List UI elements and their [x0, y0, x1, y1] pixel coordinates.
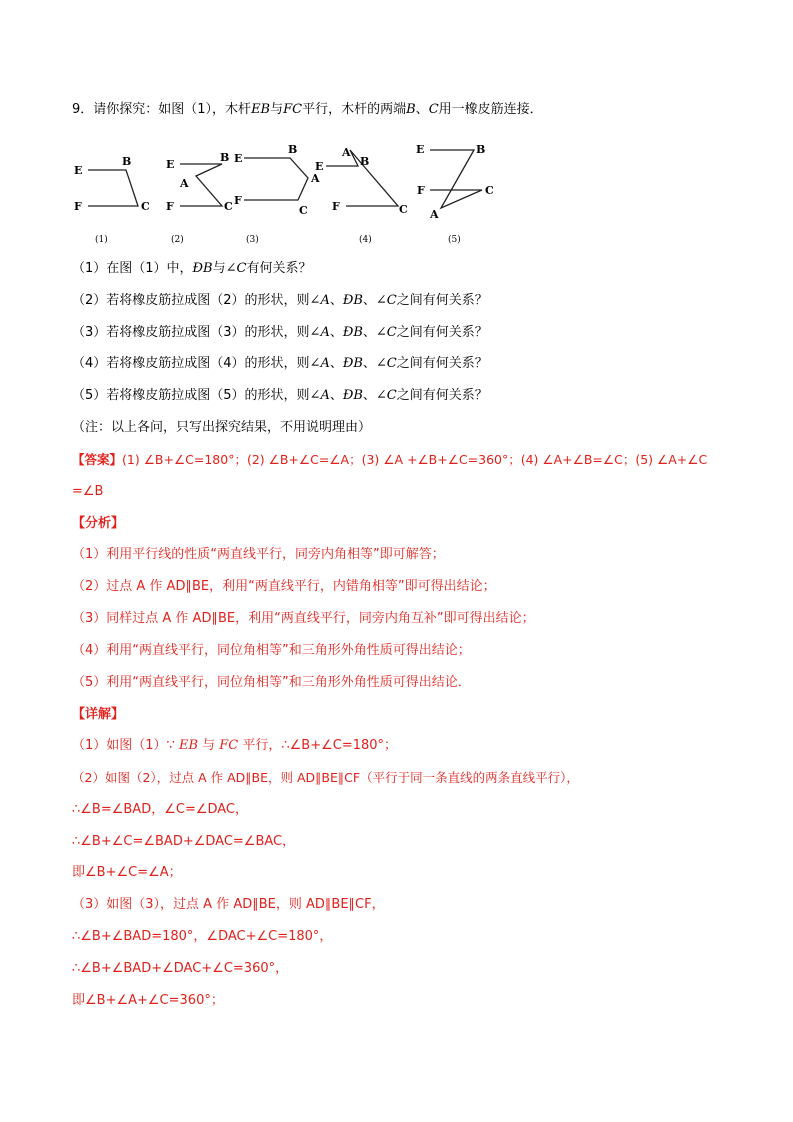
fig3-label-b: B: [288, 143, 298, 156]
problem-number: 9．: [72, 102, 94, 117]
problem-figures: [68, 136, 508, 248]
fig4-label-e: E: [315, 160, 324, 173]
figure-4-caption: (4): [359, 235, 372, 245]
question-1: （1）在图（1）中，ÐB与∠C有何关系？: [72, 261, 312, 276]
figure-1-caption: (1): [95, 235, 108, 245]
figure-5-lines: [430, 150, 482, 208]
analysis-line-3: （3）同样过点 A 作 AD∥BE，利用“两直线平行，同旁内角互补”即可得出结论；: [72, 611, 535, 626]
question-5: （5）若将橡皮筋拉成图（5）的形状，则∠A、ÐB、∠C之间有何关系？: [72, 388, 488, 403]
analysis-line-1: （1）利用平行线的性质“两直线平行，同旁内角相等”即可解答；: [72, 547, 445, 562]
fig1-label-e: E: [74, 164, 83, 177]
problem-stem: 9．请你探究：如图（1），木杆EB与FC平行，木杆的两端B、C用一橡皮筋连接．: [72, 102, 543, 117]
detail-line-8: ∴∠B+∠BAD+∠DAC+∠C=360°，: [72, 961, 289, 976]
fig2-label-f: F: [166, 200, 174, 213]
fig4-label-b: B: [360, 155, 370, 168]
question-note: （注：以上各问，只写出探究结果，不用说明理由）: [72, 420, 372, 435]
fig1-label-f: F: [74, 200, 82, 213]
analysis-line-4: （4）利用“两直线平行，同位角相等”和三角形外角性质可得出结论；: [72, 643, 471, 658]
fig5-label-b: B: [476, 143, 486, 156]
answer-line: [72, 451, 707, 469]
fig2-label-a: A: [180, 177, 189, 190]
figure-3-caption: (3): [246, 235, 259, 245]
detail-line-9: 即∠B+∠A+∠C=360°；: [72, 993, 224, 1008]
fig4-label-c: C: [399, 203, 408, 216]
fig1-label-c: C: [141, 200, 150, 213]
fig4-label-f: F: [332, 200, 340, 213]
question-3: （3）若将橡皮筋拉成图（3）的形状，则∠A、ÐB、∠C之间有何关系？: [72, 325, 488, 340]
fig1-label-b: B: [122, 155, 132, 168]
fig3-label-e: E: [234, 152, 243, 165]
figure-3-lines: [244, 158, 308, 200]
fig3-label-f: F: [234, 194, 242, 207]
fig5-label-e: E: [416, 143, 425, 156]
figure-2-caption: (2): [171, 235, 184, 245]
analysis-label: 【分析】: [72, 516, 125, 531]
fig5-label-c: C: [485, 184, 494, 197]
fig4-label-a: A: [342, 146, 351, 159]
detail-line-6: （3）如图（3），过点 A 作 AD∥BE，则 AD∥BE∥CF，: [72, 897, 385, 912]
figure-5-caption: (5): [448, 235, 461, 245]
detail-line-1: （1）如图（1）∵ EB 与 FC 平行，∴∠B+∠C=180°；: [72, 738, 398, 753]
detail-line-5: 即∠B+∠C=∠A；: [72, 865, 182, 880]
detail-line-4: ∴∠B+∠C=∠BAD+∠DAC=∠BAC，: [72, 834, 296, 849]
answer-label: 【答案】: [72, 452, 123, 467]
analysis-line-5: （5）利用“两直线平行，同位角相等”和三角形外角性质可得出结论．: [72, 675, 471, 690]
analysis-line-2: （2）过点 A 作 AD∥BE，利用“两直线平行，内错角相等”即可得出结论；: [72, 579, 496, 594]
fig3-label-a: A: [311, 172, 320, 185]
detail-line-2: （2）如图（2），过点 A 作 AD∥BE，则 AD∥BE∥CF（平行于同一条直线的两条直线平行），: [72, 770, 579, 785]
figure-1-lines: [88, 170, 138, 206]
question-2: （2）若将橡皮筋拉成图（2）的形状，则∠A、ÐB、∠C之间有何关系？: [72, 293, 488, 308]
answer-text: (1) ∠B+∠C=180°；(2) ∠B+∠C=∠A；(3) ∠A +∠B+∠C=360°；(4) ∠A+∠B=∠C；(5) ∠A+∠C: [122, 452, 708, 467]
fig5-label-f: F: [417, 184, 425, 197]
fig2-label-e: E: [166, 158, 175, 171]
question-4: （4）若将橡皮筋拉成图（4）的形状，则∠A、ÐB、∠C之间有何关系？: [72, 356, 488, 371]
detail-line-7: ∴∠B+∠BAD=180°，∠DAC+∠C=180°，: [72, 929, 333, 944]
fig2-label-c: C: [224, 200, 233, 213]
fig5-label-a: A: [430, 208, 439, 221]
detail-label: 【详解】: [72, 707, 125, 722]
answer-continuation: =∠B: [72, 484, 104, 499]
fig3-label-c: C: [299, 204, 308, 217]
fig2-label-b: B: [220, 151, 230, 164]
detail-line-3: ∴∠B=∠BAD，∠C=∠DAC，: [72, 802, 249, 817]
